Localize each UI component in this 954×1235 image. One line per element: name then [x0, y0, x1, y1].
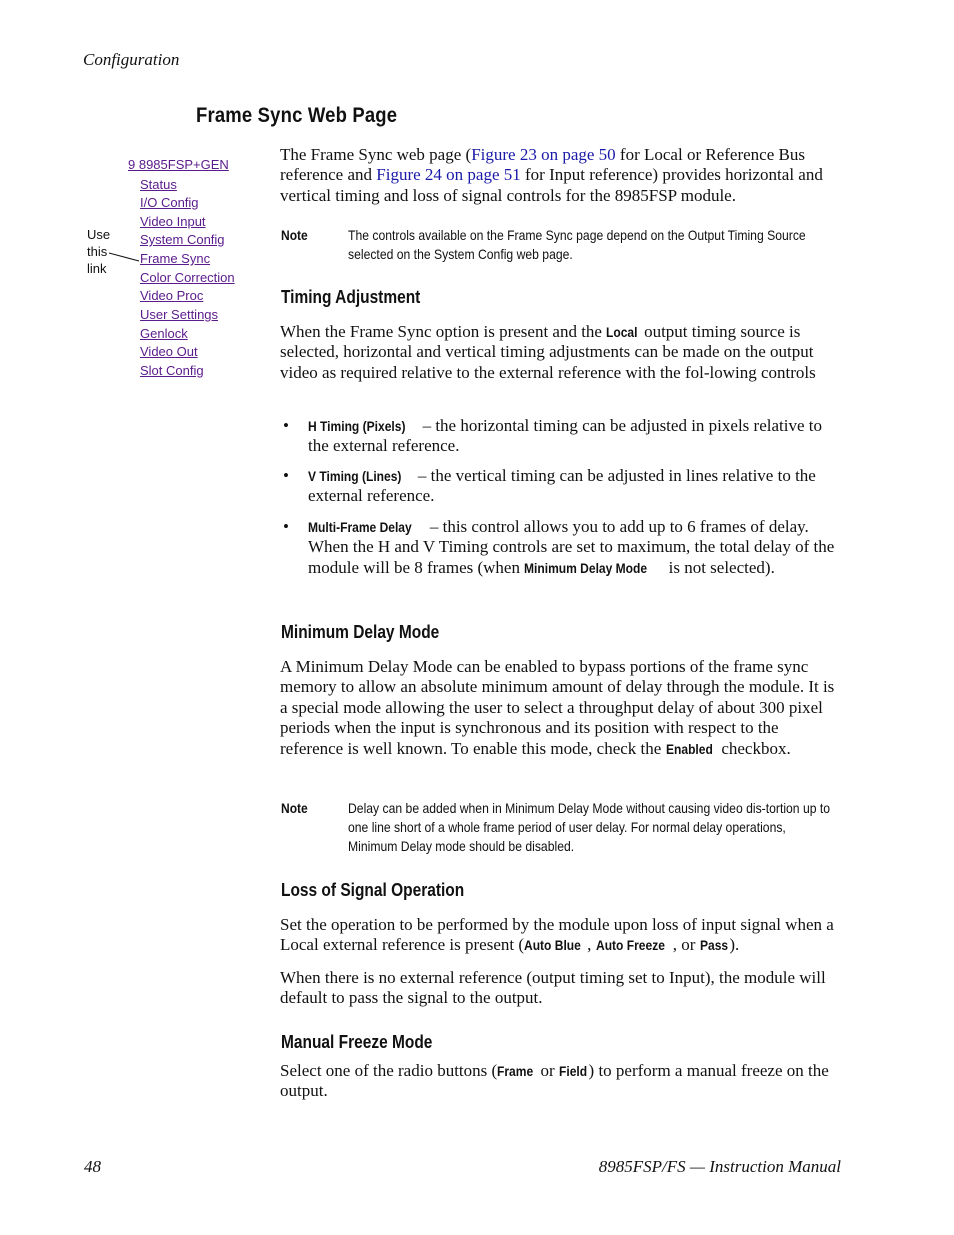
- min-delay-paragraph: A Minimum Delay Mode can be enabled to bypass portions of the frame sync memory to allow an absolute minimum amount of delay through the module. It is a special mode allowing the user to select a throughput delay of about 300 pixel periods when the input is synchronous and its position with respect to the reference is well known. To enable this mode, check the Enabled checkbox.: [280, 657, 835, 758]
- ui-h-timing: H Timing (Pixels): [308, 418, 406, 434]
- ui-frame: Frame: [497, 1063, 534, 1079]
- bullet-multi-frame-delay: Multi-Frame Delay – this control allows you to add up to 6 frames of delay. When the H and V Timing controls are set to maximum, the total delay of the module will be 8 frames (when Minimum Delay Mode is not selected).: [308, 517, 835, 577]
- ui-auto-blue: Auto Blue: [524, 937, 581, 954]
- nav-item-video-out[interactable]: Video Out: [140, 344, 198, 359]
- note-label: Note: [281, 227, 308, 243]
- figure-24-link[interactable]: Figure 24 on page 51: [376, 165, 521, 185]
- nav-item-color-correction[interactable]: Color Correction: [140, 270, 235, 285]
- nav-root-link[interactable]: 9 8985FSP+GEN: [128, 157, 229, 172]
- note-label: Note: [281, 800, 308, 816]
- ui-local: Local: [606, 324, 638, 340]
- ui-minimum-delay-mode: Minimum Delay Mode: [524, 559, 648, 576]
- ui-enabled: Enabled: [665, 740, 713, 757]
- page-title: Frame Sync Web Page: [196, 104, 398, 127]
- ui-field: Field: [558, 1063, 587, 1079]
- note-text: Delay can be added when in Minimum Delay Mode without causing video dis-tortion up to one line short of a whole frame period of user delay. For normal delay operations, Minimum Delay mode should be disabled.: [348, 800, 831, 854]
- heading-loss-of-signal: Loss of Signal Operation: [281, 880, 465, 900]
- heading-manual-freeze: Manual Freeze Mode: [281, 1032, 433, 1052]
- timing-paragraph: When the Frame Sync option is present and the Local output timing source is selected, horizontal and vertical timing adjustments can be made on the output video as required relative to the external reference with the fol-lowing controls: [280, 322, 816, 382]
- freeze-paragraph: Select one of the radio buttons (Frame or Field) to perform a manual freeze on the output.: [280, 1061, 829, 1101]
- ui-auto-freeze: Auto Freeze: [595, 937, 665, 954]
- ui-pass: Pass: [699, 937, 728, 954]
- bullet-glyph: •: [283, 466, 289, 485]
- loss-paragraph-1: Set the operation to be performed by the module upon loss of input signal when a Local external reference is present (Auto Blue , Auto Freeze , or Pass).: [280, 915, 834, 955]
- bullet-h-timing: H Timing (Pixels) – the horizontal timing can be adjusted in pixels relative to the external reference.: [308, 416, 822, 456]
- heading-minimum-delay-mode: Minimum Delay Mode: [281, 622, 440, 642]
- manual-title: 8985FSP/FS — Instruction Manual: [598, 1157, 841, 1176]
- page-number: 48: [84, 1157, 101, 1176]
- figure-23-link[interactable]: Figure 23 on page 50: [471, 145, 616, 164]
- heading-timing-adjustment: Timing Adjustment: [281, 287, 421, 307]
- nav-item-slot-config[interactable]: Slot Config: [140, 363, 204, 378]
- ui-multi-frame-delay: Multi-Frame Delay: [308, 519, 412, 535]
- nav-item-genlock[interactable]: Genlock: [140, 326, 188, 341]
- callout-this: this: [87, 244, 108, 259]
- callout-use: Use: [87, 227, 111, 242]
- note-text: The controls available on the Frame Sync page depend on the Output Timing Source selected on the System Config web page.: [348, 227, 806, 262]
- running-head: Configuration: [83, 50, 180, 69]
- nav-item-io-config[interactable]: I/O Config: [140, 195, 199, 210]
- bullet-glyph: •: [283, 517, 289, 536]
- intro-paragraph: The Frame Sync web page (Figure 23 on page 50 for Local or Reference Bus reference and Figure 24 on page 51 for Input reference) provides horizontal and vertical timing and loss of signal controls for the 8985FSP module.: [280, 145, 823, 205]
- nav-item-status[interactable]: Status: [140, 177, 177, 192]
- callout-link: link: [87, 261, 107, 276]
- nav-item-video-proc[interactable]: Video Proc: [140, 288, 204, 303]
- bullet-glyph: •: [283, 416, 289, 435]
- loss-paragraph-2: When there is no external reference (output timing set to Input), the module will default to pass the signal to the output.: [280, 968, 826, 1008]
- nav-item-system-config[interactable]: System Config: [140, 232, 225, 247]
- nav-item-frame-sync[interactable]: Frame Sync: [140, 251, 211, 266]
- bullet-v-timing: V Timing (Lines) – the vertical timing can be adjusted in lines relative to the external reference.: [308, 466, 816, 506]
- ui-v-timing: V Timing (Lines): [308, 468, 402, 484]
- callout-leader-line: [108, 250, 140, 264]
- nav-item-video-input[interactable]: Video Input: [140, 214, 206, 229]
- nav-item-user-settings[interactable]: User Settings: [140, 307, 219, 322]
